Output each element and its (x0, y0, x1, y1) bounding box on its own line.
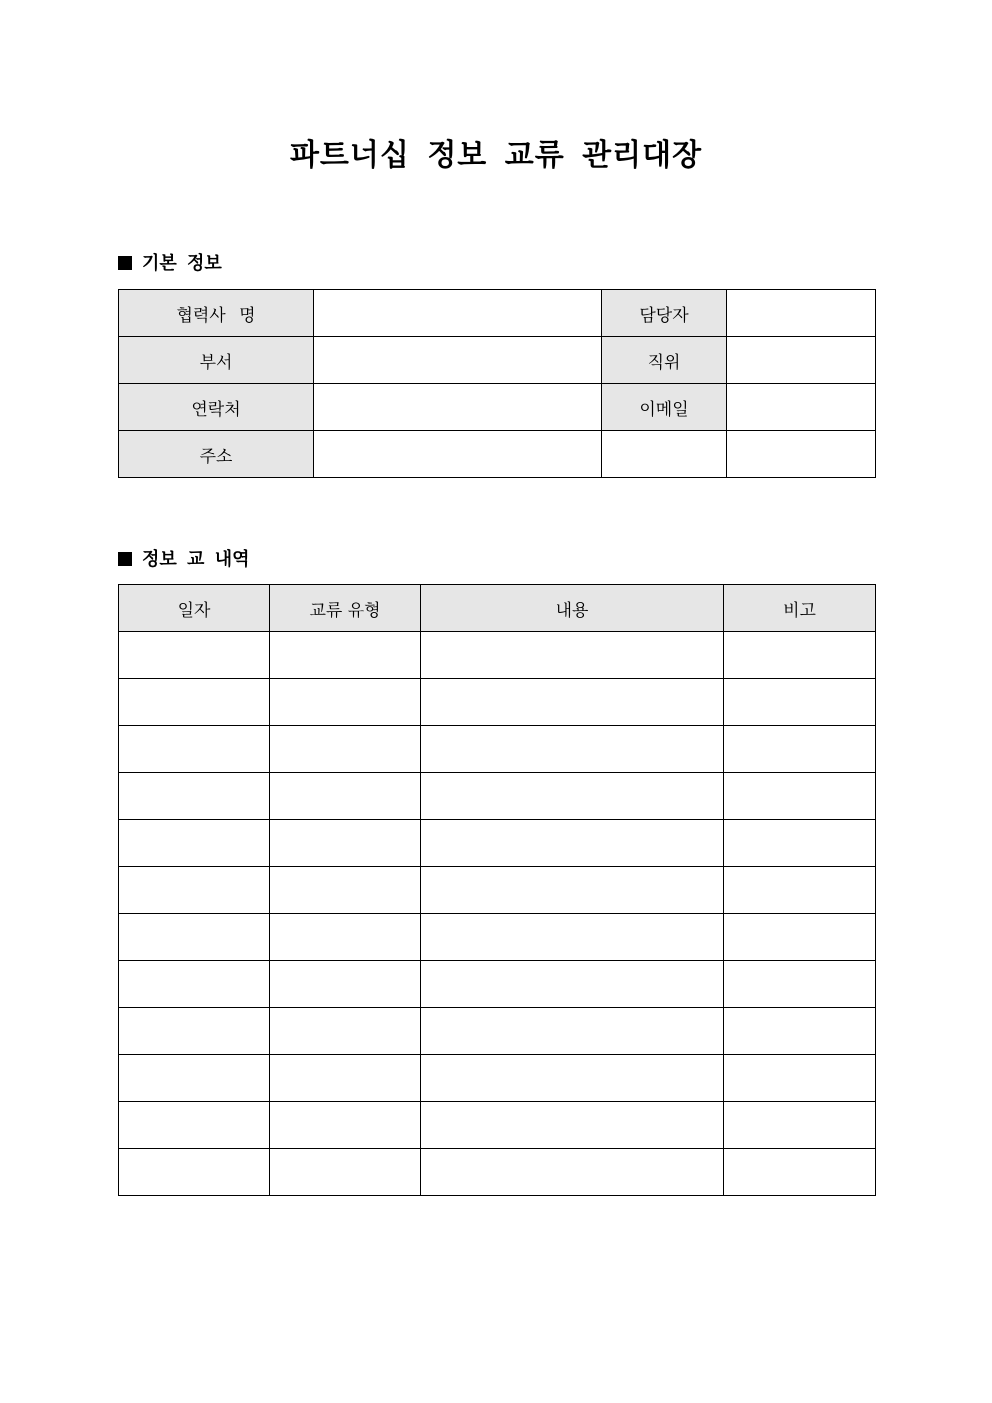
exchange-type-cell[interactable] (270, 961, 421, 1008)
remarks-cell[interactable] (724, 679, 876, 726)
content-cell[interactable] (421, 1055, 724, 1102)
exchange-type-cell[interactable] (270, 1149, 421, 1196)
content-cell[interactable] (421, 820, 724, 867)
remarks-cell[interactable] (724, 773, 876, 820)
date-cell[interactable] (119, 679, 270, 726)
table-row (119, 867, 876, 914)
table-row (119, 961, 876, 1008)
date-cell[interactable] (119, 1008, 270, 1055)
table-row (119, 679, 876, 726)
exchange-history-body (119, 632, 876, 1196)
table-row (119, 726, 876, 773)
date-cell[interactable] (119, 1149, 270, 1196)
remarks-cell[interactable] (724, 1055, 876, 1102)
table-row (119, 337, 876, 384)
exchange-type-cell[interactable] (270, 632, 421, 679)
exchange-type-cell[interactable] (270, 679, 421, 726)
table-row (119, 1055, 876, 1102)
field-label-address: 주소 (119, 431, 314, 478)
exchange-type-cell[interactable] (270, 773, 421, 820)
table-header-row (119, 585, 876, 632)
exchange-type-cell[interactable] (270, 914, 421, 961)
table-row (119, 773, 876, 820)
position-field[interactable] (727, 337, 876, 384)
remarks-cell[interactable] (724, 914, 876, 961)
exchange-type-cell[interactable] (270, 1055, 421, 1102)
content-cell[interactable] (421, 1149, 724, 1196)
empty-cell[interactable] (727, 431, 876, 478)
field-label-phone: 연락처 (119, 384, 314, 431)
section-heading-text: 정보 교 내역 (142, 549, 250, 570)
date-cell[interactable] (119, 1102, 270, 1149)
exchange-type-cell[interactable] (270, 820, 421, 867)
exchange-type-cell[interactable] (270, 726, 421, 773)
table-row (119, 1008, 876, 1055)
section-heading-exchange-history (118, 548, 249, 572)
table-row (119, 1102, 876, 1149)
field-label-company-name: 협력사 명 (176, 305, 256, 326)
email-field[interactable] (727, 384, 876, 431)
column-header-exchange-type: 교류 유형 (270, 585, 421, 632)
column-header-date: 일자 (119, 585, 270, 632)
exchange-type-cell[interactable] (270, 1102, 421, 1149)
date-cell[interactable] (119, 867, 270, 914)
date-cell[interactable] (119, 820, 270, 867)
date-cell[interactable] (119, 726, 270, 773)
table-row (119, 914, 876, 961)
content-cell[interactable] (421, 867, 724, 914)
label-cell (119, 290, 314, 337)
basic-info-table (118, 289, 876, 478)
remarks-cell[interactable] (724, 961, 876, 1008)
department-field[interactable] (314, 337, 602, 384)
remarks-cell[interactable] (724, 726, 876, 773)
content-cell[interactable] (421, 914, 724, 961)
field-label-contact-person: 담당자 (602, 290, 727, 337)
section-heading-text: 기본 정보 (142, 253, 222, 274)
content-cell[interactable] (421, 1008, 724, 1055)
table-row (119, 1149, 876, 1196)
column-header-remarks: 비고 (724, 585, 876, 632)
date-cell[interactable] (119, 1055, 270, 1102)
contact-person-field[interactable] (727, 290, 876, 337)
table-row (119, 384, 876, 431)
remarks-cell[interactable] (724, 1102, 876, 1149)
remarks-cell[interactable] (724, 632, 876, 679)
date-cell[interactable] (119, 914, 270, 961)
square-bullet-icon (118, 256, 132, 270)
table-row (119, 820, 876, 867)
exchange-type-cell[interactable] (270, 867, 421, 914)
address-field[interactable] (314, 431, 602, 478)
content-cell[interactable] (421, 632, 724, 679)
empty-cell[interactable] (602, 431, 727, 478)
content-cell[interactable] (421, 773, 724, 820)
remarks-cell[interactable] (724, 820, 876, 867)
column-header-content: 내용 (421, 585, 724, 632)
content-cell[interactable] (421, 1102, 724, 1149)
content-cell[interactable] (421, 726, 724, 773)
date-cell[interactable] (119, 773, 270, 820)
company-name-field[interactable] (314, 290, 602, 337)
table-row (119, 632, 876, 679)
section-heading-basic-info (118, 252, 222, 276)
exchange-history-table (118, 584, 876, 1196)
table-row (119, 290, 876, 337)
field-label-department: 부서 (119, 337, 314, 384)
square-bullet-icon (118, 552, 132, 566)
date-cell[interactable] (119, 961, 270, 1008)
field-label-email: 이메일 (602, 384, 727, 431)
table-row (119, 431, 876, 478)
exchange-type-cell[interactable] (270, 1008, 421, 1055)
field-label-position: 직위 (602, 337, 727, 384)
page-title: 파트너십 정보 교류 관리대장 (289, 138, 703, 173)
remarks-cell[interactable] (724, 1008, 876, 1055)
content-cell[interactable] (421, 679, 724, 726)
phone-field[interactable] (314, 384, 602, 431)
content-cell[interactable] (421, 961, 724, 1008)
date-cell[interactable] (119, 632, 270, 679)
remarks-cell[interactable] (724, 1149, 876, 1196)
remarks-cell[interactable] (724, 867, 876, 914)
